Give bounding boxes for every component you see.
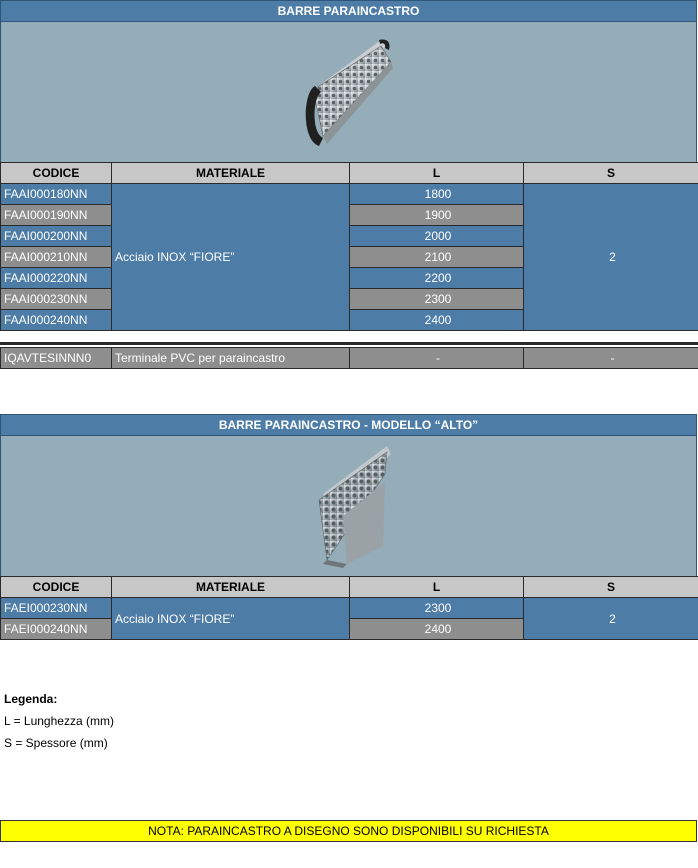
legend-item-l: L = Lunghezza (mm) [4,714,114,728]
table-separator [0,342,698,345]
thickness-cell: 2 [524,184,698,331]
header-materiale: MATERIALE [112,577,350,598]
length-cell: 2400 [350,619,524,640]
code-cell: FAEI000240NN [1,619,112,640]
table-row [1,348,698,369]
length-cell: 2100 [350,247,524,268]
header-materiale: MATERIALE [112,163,350,184]
section1-extra-table [0,347,698,369]
length-cell: 2400 [350,310,524,331]
bar-paraincastro-illustration [1,22,698,163]
code-cell: IQAVTESINNN0 [1,348,112,369]
section2-title: BARRE PARAINCASTRO - MODELLO “ALTO” [0,414,697,436]
thickness-cell: 2 [524,598,698,640]
material-cell: Acciaio INOX “FIORE” [112,184,350,331]
note-banner: NOTA: PARAINCASTRO A DISEGNO SONO DISPONIBILI SU RICHIESTA [0,820,697,842]
header-s: S [524,577,698,598]
table-row [1,184,698,205]
material-cell: Acciaio INOX “FIORE” [112,598,350,640]
length-cell: 2300 [350,598,524,619]
table-row [1,598,698,619]
length-cell: - [350,348,524,369]
code-cell: FAAI000220NN [1,268,112,289]
length-cell: 2200 [350,268,524,289]
material-cell: Terminale PVC per paraincastro [112,348,350,369]
bar-alto-illustration [1,436,698,577]
legend-title: Legenda: [4,692,58,706]
section2-table [0,576,698,640]
thickness-cell: - [524,348,698,369]
legend [4,688,114,754]
code-cell: FAAI000210NN [1,247,112,268]
header-codice: CODICE [1,577,112,598]
code-cell: FAAI000240NN [1,310,112,331]
code-cell: FAEI000230NN [1,598,112,619]
section1-product-image [0,22,697,163]
length-cell: 1800 [350,184,524,205]
header-l: L [350,577,524,598]
code-cell: FAAI000180NN [1,184,112,205]
length-cell: 2300 [350,289,524,310]
code-cell: FAAI000230NN [1,289,112,310]
section1-title: BARRE PARAINCASTRO [0,0,697,22]
header-l: L [350,163,524,184]
legend-item-s: S = Spessore (mm) [4,736,108,750]
length-cell: 1900 [350,205,524,226]
section2-product-image [0,436,697,577]
length-cell: 2000 [350,226,524,247]
header-s: S [524,163,698,184]
header-codice: CODICE [1,163,112,184]
section1-table [0,162,698,331]
code-cell: FAAI000200NN [1,226,112,247]
code-cell: FAAI000190NN [1,205,112,226]
